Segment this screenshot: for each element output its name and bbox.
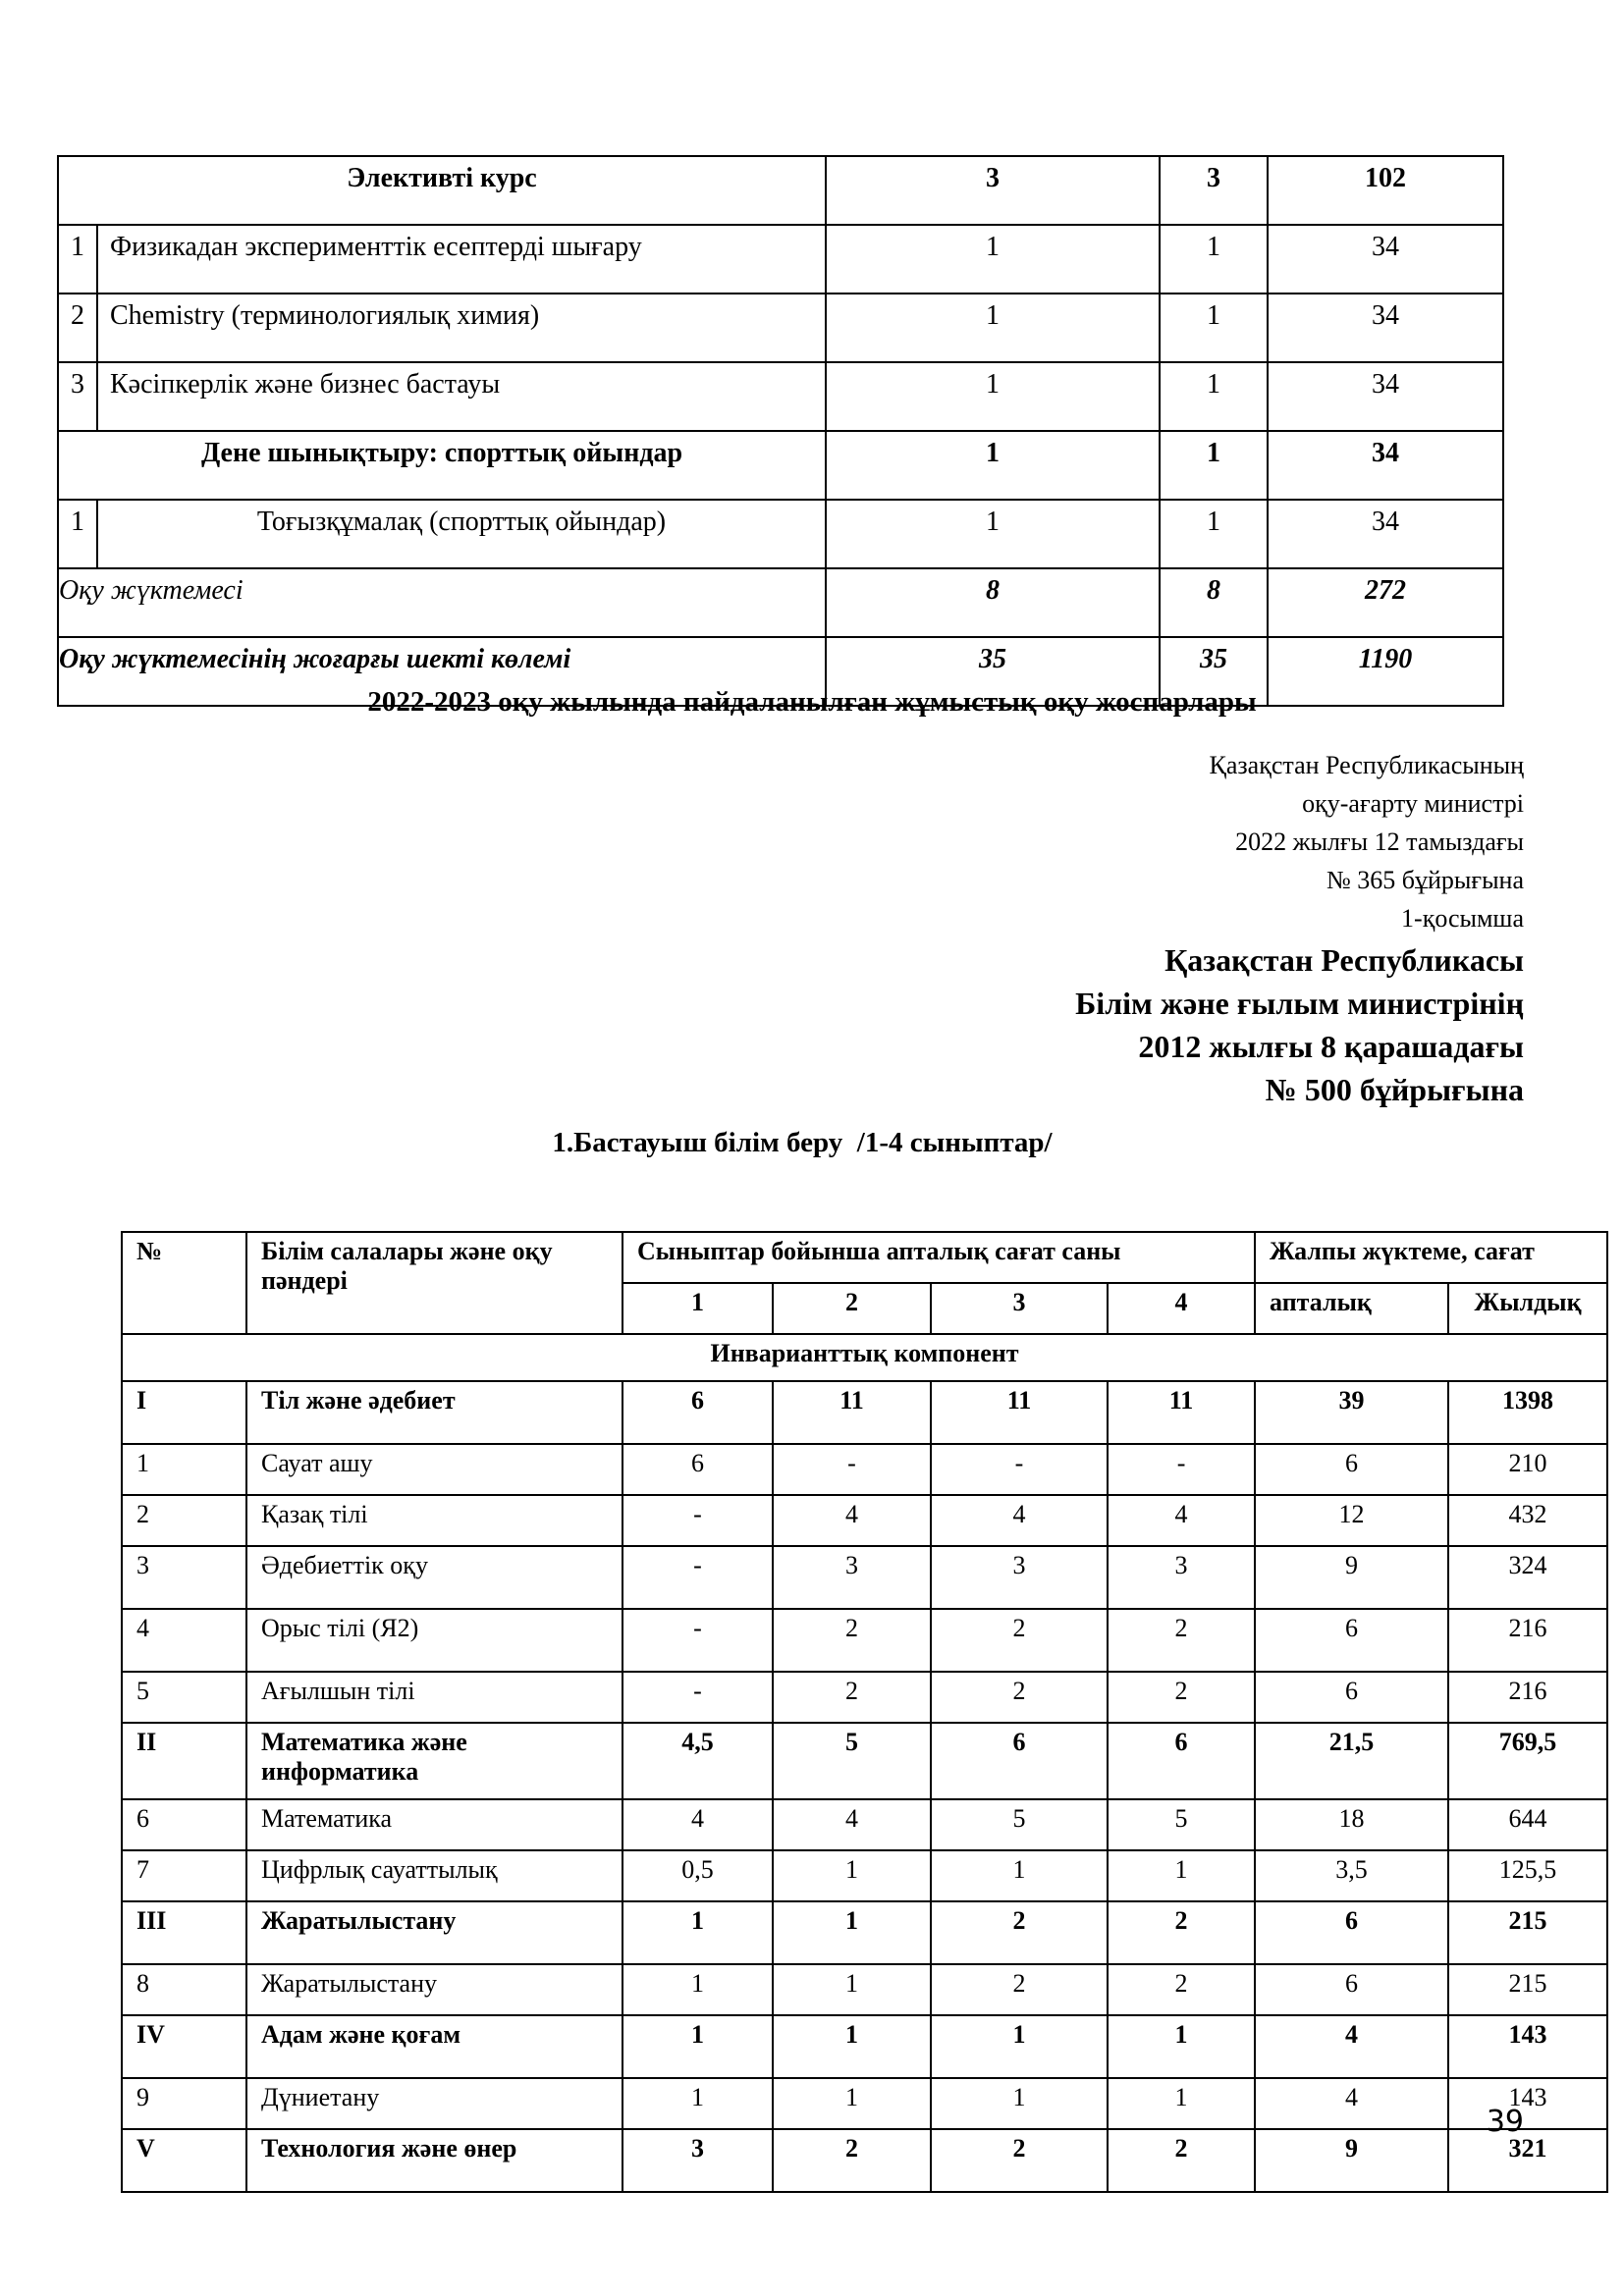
table-row [122, 1334, 1607, 1381]
pe-section-label: Дене шынықтыру: спорттық ойындар [58, 431, 826, 500]
grade-3-hours: 1 [931, 2015, 1108, 2078]
weekly-total: 39 [1255, 1381, 1448, 1444]
row-number: V [122, 2129, 246, 2192]
category-row [122, 2015, 1607, 2078]
column-header: 4 [1108, 1283, 1255, 1334]
table-cell: 34 [1268, 362, 1503, 431]
table-row [58, 156, 1503, 225]
row-number: 3 [122, 1546, 246, 1609]
row-number: 2 [58, 294, 97, 362]
order-line: 2012 жылғы 8 қарашадағы [1138, 1029, 1524, 1064]
row-number: 2 [122, 1495, 246, 1546]
subject-name: Дүниетану [246, 2078, 623, 2129]
component-label: Инварианттық компонент [122, 1334, 1607, 1381]
subject-name: Математика [246, 1799, 623, 1850]
weekly-total: 4 [1255, 2015, 1448, 2078]
table-cell: 34 [1268, 225, 1503, 294]
grade-3-hours: 1 [931, 2078, 1108, 2129]
order-line: № 500 бұйрығына [1265, 1072, 1524, 1107]
weekly-total: 12 [1255, 1495, 1448, 1546]
row-number: III [122, 1901, 246, 1964]
category-row [122, 1381, 1607, 1444]
order-reference-block [1210, 746, 1524, 937]
curriculum-table [121, 1231, 1608, 2193]
elective-course-table [57, 155, 1504, 707]
grade-1-hours: 4,5 [623, 1723, 773, 1799]
grade-3-hours: 3 [931, 1546, 1108, 1609]
grade-4-hours: - [1108, 1444, 1255, 1495]
subject-name: Орыс тілі (Я2) [246, 1609, 623, 1672]
yearly-total: 644 [1448, 1799, 1607, 1850]
grade-2-hours: 1 [773, 1850, 931, 1901]
yearly-total: 215 [1448, 1964, 1607, 2015]
table-row [58, 225, 1503, 294]
course-name: Тоғызқұмалақ (спорттық ойындар) [97, 500, 826, 568]
table-cell: 1 [1160, 225, 1268, 294]
subject-name: Математика және информатика [246, 1723, 623, 1799]
row-number: 9 [122, 2078, 246, 2129]
grade-4-hours: 2 [1108, 1672, 1255, 1723]
order-line: оқу-ағарту министрі [1302, 789, 1524, 818]
table-cell: 35 [1160, 637, 1268, 706]
table-cell: 1 [1160, 362, 1268, 431]
subject-name: Әдебиеттік оқу [246, 1546, 623, 1609]
weekly-total: 3,5 [1255, 1850, 1448, 1901]
yearly-total: 216 [1448, 1672, 1607, 1723]
weekly-total: 6 [1255, 1444, 1448, 1495]
yearly-total: 432 [1448, 1495, 1607, 1546]
table-row [58, 568, 1503, 637]
table-row [122, 1672, 1607, 1723]
grade-3-hours: 2 [931, 1672, 1108, 1723]
table-cell: 1 [826, 294, 1160, 362]
grade-1-hours: - [623, 1609, 773, 1672]
table-cell: 102 [1268, 156, 1503, 225]
max-load-label: Оқу жүктемесінің жоғарғы шекті көлемі [58, 637, 826, 706]
table-row [122, 1495, 1607, 1546]
course-name: Физикадан эксперименттік есептерді шығару [97, 225, 826, 294]
yearly-total: 216 [1448, 1609, 1607, 1672]
table-cell: 8 [826, 568, 1160, 637]
grade-1-hours: - [623, 1495, 773, 1546]
grade-3-hours: 5 [931, 1799, 1108, 1850]
subject-name: Тіл және әдебиет [246, 1381, 623, 1444]
weekly-total: 6 [1255, 1901, 1448, 1964]
row-number: 5 [122, 1672, 246, 1723]
grade-2-hours: 1 [773, 2078, 931, 2129]
course-name: Chemistry (терминологиялық химия) [97, 294, 826, 362]
weekly-total: 6 [1255, 1672, 1448, 1723]
column-header: 2 [773, 1283, 931, 1334]
table-row [122, 1964, 1607, 2015]
grade-2-hours: - [773, 1444, 931, 1495]
grade-1-hours: 4 [623, 1799, 773, 1850]
order-line: № 365 бұйрығына [1326, 866, 1524, 894]
table-cell: 1 [1160, 431, 1268, 500]
grade-2-hours: 2 [773, 2129, 931, 2192]
table-cell: 3 [826, 156, 1160, 225]
ministry-order-block [1075, 938, 1524, 1111]
grade-1-hours: - [623, 1546, 773, 1609]
grade-4-hours: 6 [1108, 1723, 1255, 1799]
grade-1-hours: 3 [623, 2129, 773, 2192]
grade-3-hours: 1 [931, 1850, 1108, 1901]
table-cell: 3 [1160, 156, 1268, 225]
row-number: I [122, 1381, 246, 1444]
section-title: 1.Бастауыш білім беру /1-4 сыныптар/ [552, 1127, 1053, 1158]
table-row [58, 294, 1503, 362]
grade-4-hours: 2 [1108, 2129, 1255, 2192]
order-line: Қазақстан Республикасы [1164, 942, 1524, 978]
column-header: Жылдық [1448, 1283, 1607, 1334]
column-header: 1 [623, 1283, 773, 1334]
row-number: II [122, 1723, 246, 1799]
table-cell: 1 [826, 225, 1160, 294]
subject-name: Цифрлық сауаттылық [246, 1850, 623, 1901]
grade-4-hours: 1 [1108, 2078, 1255, 2129]
table-row [122, 1799, 1607, 1850]
grade-1-hours: 0,5 [623, 1850, 773, 1901]
grade-2-hours: 2 [773, 1672, 931, 1723]
column-header: апталық [1255, 1283, 1448, 1334]
weekly-total: 9 [1255, 1546, 1448, 1609]
table-row [122, 1850, 1607, 1901]
order-line: Қазақстан Республикасының [1209, 751, 1524, 779]
grade-1-hours: 1 [623, 2015, 773, 2078]
grade-1-hours: - [623, 1672, 773, 1723]
table-row [58, 500, 1503, 568]
column-header: 3 [931, 1283, 1108, 1334]
subject-name: Жаратылыстану [246, 1964, 623, 2015]
yearly-total: 125,5 [1448, 1850, 1607, 1901]
table-cell: 1 [826, 500, 1160, 568]
table-row [58, 431, 1503, 500]
grade-2-hours: 1 [773, 1901, 931, 1964]
column-header: Жалпы жүктеме, сағат [1255, 1232, 1607, 1283]
grade-3-hours: 4 [931, 1495, 1108, 1546]
row-number: 8 [122, 1964, 246, 2015]
grade-3-hours: 11 [931, 1381, 1108, 1444]
yearly-total: 1398 [1448, 1381, 1607, 1444]
column-header: Білім салалары және оқу пәндері [246, 1232, 623, 1334]
grade-2-hours: 4 [773, 1799, 931, 1850]
table-cell: 34 [1268, 294, 1503, 362]
yearly-total: 324 [1448, 1546, 1607, 1609]
subject-name: Технология және өнер [246, 2129, 623, 2192]
yearly-total: 321 [1448, 2129, 1607, 2192]
subject-name: Сауат ашу [246, 1444, 623, 1495]
grade-1-hours: 1 [623, 2078, 773, 2129]
weekly-total: 4 [1255, 2078, 1448, 2129]
grade-4-hours: 2 [1108, 1964, 1255, 2015]
table-cell: 1 [1160, 500, 1268, 568]
grade-3-hours: 2 [931, 2129, 1108, 2192]
table-cell: 1190 [1268, 637, 1503, 706]
order-line: Білім және ғылым министрінің [1075, 986, 1524, 1021]
subject-name: Қазақ тілі [246, 1495, 623, 1546]
row-number: 7 [122, 1850, 246, 1901]
grade-1-hours: 1 [623, 1901, 773, 1964]
weekly-total: 6 [1255, 1964, 1448, 2015]
grade-2-hours: 5 [773, 1723, 931, 1799]
weekly-total: 21,5 [1255, 1723, 1448, 1799]
grade-4-hours: 1 [1108, 2015, 1255, 2078]
grade-2-hours: 3 [773, 1546, 931, 1609]
course-name: Кәсіпкерлік және бизнес бастауы [97, 362, 826, 431]
table-row [122, 1546, 1607, 1609]
order-line: 2022 жылғы 12 тамыздағы [1235, 828, 1524, 856]
column-header: № [122, 1232, 246, 1334]
grade-3-hours: 2 [931, 1901, 1108, 1964]
yearly-total: 210 [1448, 1444, 1607, 1495]
row-number: 1 [122, 1444, 246, 1495]
grade-3-hours: 2 [931, 1964, 1108, 2015]
page-number: 39 [1486, 2105, 1524, 2139]
table-cell: 34 [1268, 500, 1503, 568]
grade-4-hours: 11 [1108, 1381, 1255, 1444]
grade-2-hours: 4 [773, 1495, 931, 1546]
grade-1-hours: 6 [623, 1444, 773, 1495]
row-number: 1 [58, 500, 97, 568]
category-row [122, 1901, 1607, 1964]
elective-course-label: Элективті курс [58, 156, 826, 225]
row-number: 6 [122, 1799, 246, 1850]
table-cell: 1 [826, 431, 1160, 500]
weekly-total: 6 [1255, 1609, 1448, 1672]
subject-name: Ағылшын тілі [246, 1672, 623, 1723]
grade-2-hours: 1 [773, 1964, 931, 2015]
yearly-total: 215 [1448, 1901, 1607, 1964]
table-row [58, 362, 1503, 431]
order-line: 1-қосымша [1401, 904, 1524, 933]
category-row [122, 2129, 1607, 2192]
grade-3-hours: - [931, 1444, 1108, 1495]
grade-3-hours: 2 [931, 1609, 1108, 1672]
grade-1-hours: 6 [623, 1381, 773, 1444]
grade-2-hours: 11 [773, 1381, 931, 1444]
grade-1-hours: 1 [623, 1964, 773, 2015]
grade-4-hours: 1 [1108, 1850, 1255, 1901]
yearly-total: 143 [1448, 2078, 1607, 2129]
weekly-total: 18 [1255, 1799, 1448, 1850]
yearly-total: 143 [1448, 2015, 1607, 2078]
table-header-row [122, 1232, 1607, 1283]
subject-name: Адам және қоғам [246, 2015, 623, 2078]
table-cell: 1 [1160, 294, 1268, 362]
row-number: IV [122, 2015, 246, 2078]
grade-3-hours: 6 [931, 1723, 1108, 1799]
grade-2-hours: 1 [773, 2015, 931, 2078]
study-load-label: Оқу жүктемесі [58, 568, 826, 637]
grade-4-hours: 5 [1108, 1799, 1255, 1850]
weekly-total: 9 [1255, 2129, 1448, 2192]
grade-4-hours: 2 [1108, 1609, 1255, 1672]
table-cell: 272 [1268, 568, 1503, 637]
subject-name: Жаратылыстану [246, 1901, 623, 1964]
table-cell: 35 [826, 637, 1160, 706]
curriculum-rows [122, 1381, 1607, 2192]
row-number: 4 [122, 1609, 246, 1672]
table-cell: 8 [1160, 568, 1268, 637]
grade-4-hours: 2 [1108, 1901, 1255, 1964]
row-number: 3 [58, 362, 97, 431]
column-header: Сыныптар бойынша апталық сағат саны [623, 1232, 1255, 1283]
grade-2-hours: 2 [773, 1609, 931, 1672]
category-row [122, 1723, 1607, 1799]
row-number: 1 [58, 225, 97, 294]
work-plans-heading: 2022-2023 оқу жылында пайдаланылған жұмыстық оқу жоспарлары [367, 686, 1257, 718]
table-row [122, 1609, 1607, 1672]
yearly-total: 769,5 [1448, 1723, 1607, 1799]
table-row [122, 2078, 1607, 2129]
table-row [122, 1444, 1607, 1495]
table-cell: 1 [826, 362, 1160, 431]
grade-4-hours: 4 [1108, 1495, 1255, 1546]
table-cell: 34 [1268, 431, 1503, 500]
grade-4-hours: 3 [1108, 1546, 1255, 1609]
